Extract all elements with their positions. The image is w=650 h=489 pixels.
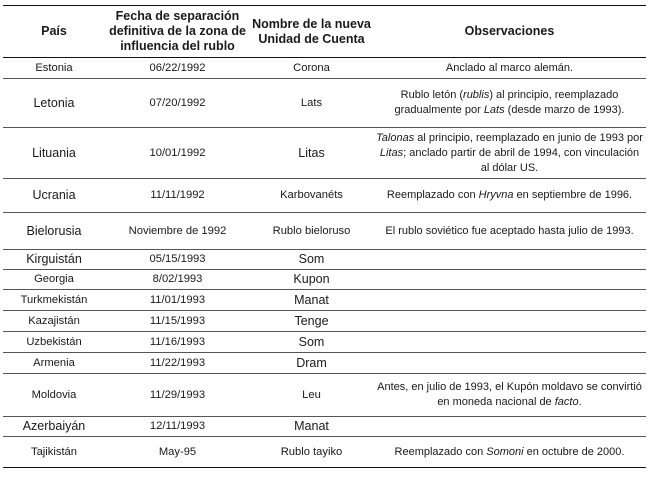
cell-fecha: 11/15/1993	[149, 314, 206, 327]
table-row	[3, 311, 646, 332]
header-unidad: Nombre de la nueva Unidad de Cuenta	[252, 16, 371, 46]
cell-unidad: Litas	[298, 145, 325, 160]
table-row	[3, 79, 646, 128]
cell-fecha: Noviembre de 1992	[128, 224, 227, 237]
cell-fecha: 07/20/1992	[149, 96, 206, 109]
cell-unidad: Lats	[300, 96, 323, 109]
cell-pais: Azerbaiyán	[22, 419, 86, 433]
table-row	[3, 128, 646, 179]
cell-pais: Lituania	[32, 145, 76, 160]
header-observaciones: Observaciones	[464, 24, 555, 38]
cell-unidad: Som	[298, 252, 325, 266]
obs-text: ; anclado partir de abril de 1994, con vinculación al dólar US.	[403, 146, 640, 174]
obs-text: Reemplazado con	[394, 445, 487, 458]
obs-italic: Hryvna	[478, 189, 514, 201]
table-row	[3, 270, 646, 290]
obs-text: .	[578, 396, 582, 408]
cell-unidad: Dram	[296, 355, 327, 370]
cell-unidad: Rublo bieloruso	[272, 224, 351, 237]
cell-unidad: Som	[298, 334, 325, 349]
cell-pais: Turkmekistán	[20, 293, 88, 306]
obs-italic: facto	[554, 396, 579, 408]
cell-fecha: 8/02/1993	[152, 273, 203, 285]
cell-observaciones: Anclado al marco alemán.	[445, 61, 574, 74]
table-row	[3, 353, 646, 374]
cell-unidad: Manat	[294, 419, 329, 433]
obs-italic: Talonas	[376, 131, 415, 144]
cell-unidad: Tenge	[294, 313, 329, 328]
obs-italic: rublis	[463, 89, 490, 101]
cell-fecha: 05/15/1993	[149, 253, 206, 265]
cell-pais: Uzbekistán	[26, 335, 82, 348]
table-row	[3, 250, 646, 270]
cell-pais: Tajikistán	[30, 445, 77, 458]
cell-fecha: May-95	[158, 445, 197, 458]
cell-observaciones: El rublo soviético fue aceptado hasta julio de 1993.	[385, 224, 634, 237]
cell-pais: Georgia	[34, 273, 74, 285]
obs-text: al principio, reemplazado en junio de 1993 por	[414, 131, 643, 144]
obs-text: ) al principio, reemplazado gradualmente por	[394, 89, 619, 116]
cell-pais: Kirguistán	[26, 252, 82, 266]
obs-text: (desde marzo de 1993).	[504, 104, 625, 116]
cell-pais: Armenia	[33, 356, 75, 369]
table-row	[3, 290, 646, 311]
cell-fecha: 12/11/1993	[149, 420, 206, 432]
table-row	[3, 213, 646, 250]
cell-observaciones	[373, 353, 646, 374]
cell-observaciones	[373, 128, 646, 179]
table-row	[3, 179, 646, 213]
table-row	[3, 417, 646, 437]
cell-observaciones	[373, 311, 646, 332]
currency-table	[3, 5, 646, 468]
cell-observaciones	[373, 179, 646, 213]
cell-fecha: 11/29/1993	[149, 388, 206, 401]
cell-pais: Kazajistán	[28, 314, 80, 327]
cell-fecha: 11/01/1993	[149, 293, 206, 306]
table-body	[3, 58, 646, 468]
cell-observaciones	[373, 290, 646, 311]
cell-observaciones	[373, 270, 646, 290]
cell-observaciones	[373, 417, 646, 437]
table-row	[3, 332, 646, 353]
cell-pais: Estonia	[35, 61, 73, 74]
table-row	[3, 58, 646, 79]
header-row	[3, 6, 646, 58]
cell-observaciones	[373, 332, 646, 353]
cell-fecha: 10/01/1992	[149, 146, 206, 159]
cell-pais: Letonia	[33, 95, 75, 110]
cell-fecha: 11/22/1993	[149, 356, 206, 369]
obs-text: Antes, en julio de 1993, el Kupón moldavo se convirtió en moneda nacional de	[377, 381, 642, 408]
obs-text: Reemplazado con	[386, 189, 479, 201]
table-row	[3, 437, 646, 468]
cell-observaciones	[373, 250, 646, 270]
obs-italic: Lats	[483, 104, 505, 116]
cell-fecha: 11/11/1992	[150, 189, 205, 201]
cell-unidad: Manat	[294, 292, 329, 307]
cell-fecha: 11/16/1993	[149, 335, 206, 348]
cell-unidad: Karbovanéts	[280, 189, 343, 201]
cell-observaciones	[373, 437, 646, 468]
cell-unidad: Corona	[293, 61, 330, 74]
cell-pais: Moldovia	[31, 388, 77, 401]
obs-italic: Litas	[379, 146, 404, 159]
cell-pais: Ucrania	[32, 188, 76, 202]
cell-fecha: 06/22/1992	[149, 61, 206, 74]
table-header	[3, 6, 646, 58]
cell-unidad: Rublo tayiko	[280, 445, 343, 458]
obs-text: Rublo letón (	[400, 89, 464, 101]
cell-unidad: Leu	[302, 388, 321, 401]
cell-observaciones	[373, 79, 646, 128]
obs-text: en octubre de 2000.	[523, 445, 625, 458]
table-row	[3, 374, 646, 417]
header-pais: País	[41, 24, 67, 38]
cell-unidad: Kupon	[293, 272, 330, 286]
obs-text: en septiembre de 1996.	[513, 189, 633, 201]
cell-pais: Bielorusia	[26, 223, 82, 238]
obs-italic: Somoni	[486, 445, 524, 458]
cell-observaciones	[373, 374, 646, 417]
header-fecha: Fecha de separación definitiva de la zona de influencia del rublo	[109, 9, 246, 53]
